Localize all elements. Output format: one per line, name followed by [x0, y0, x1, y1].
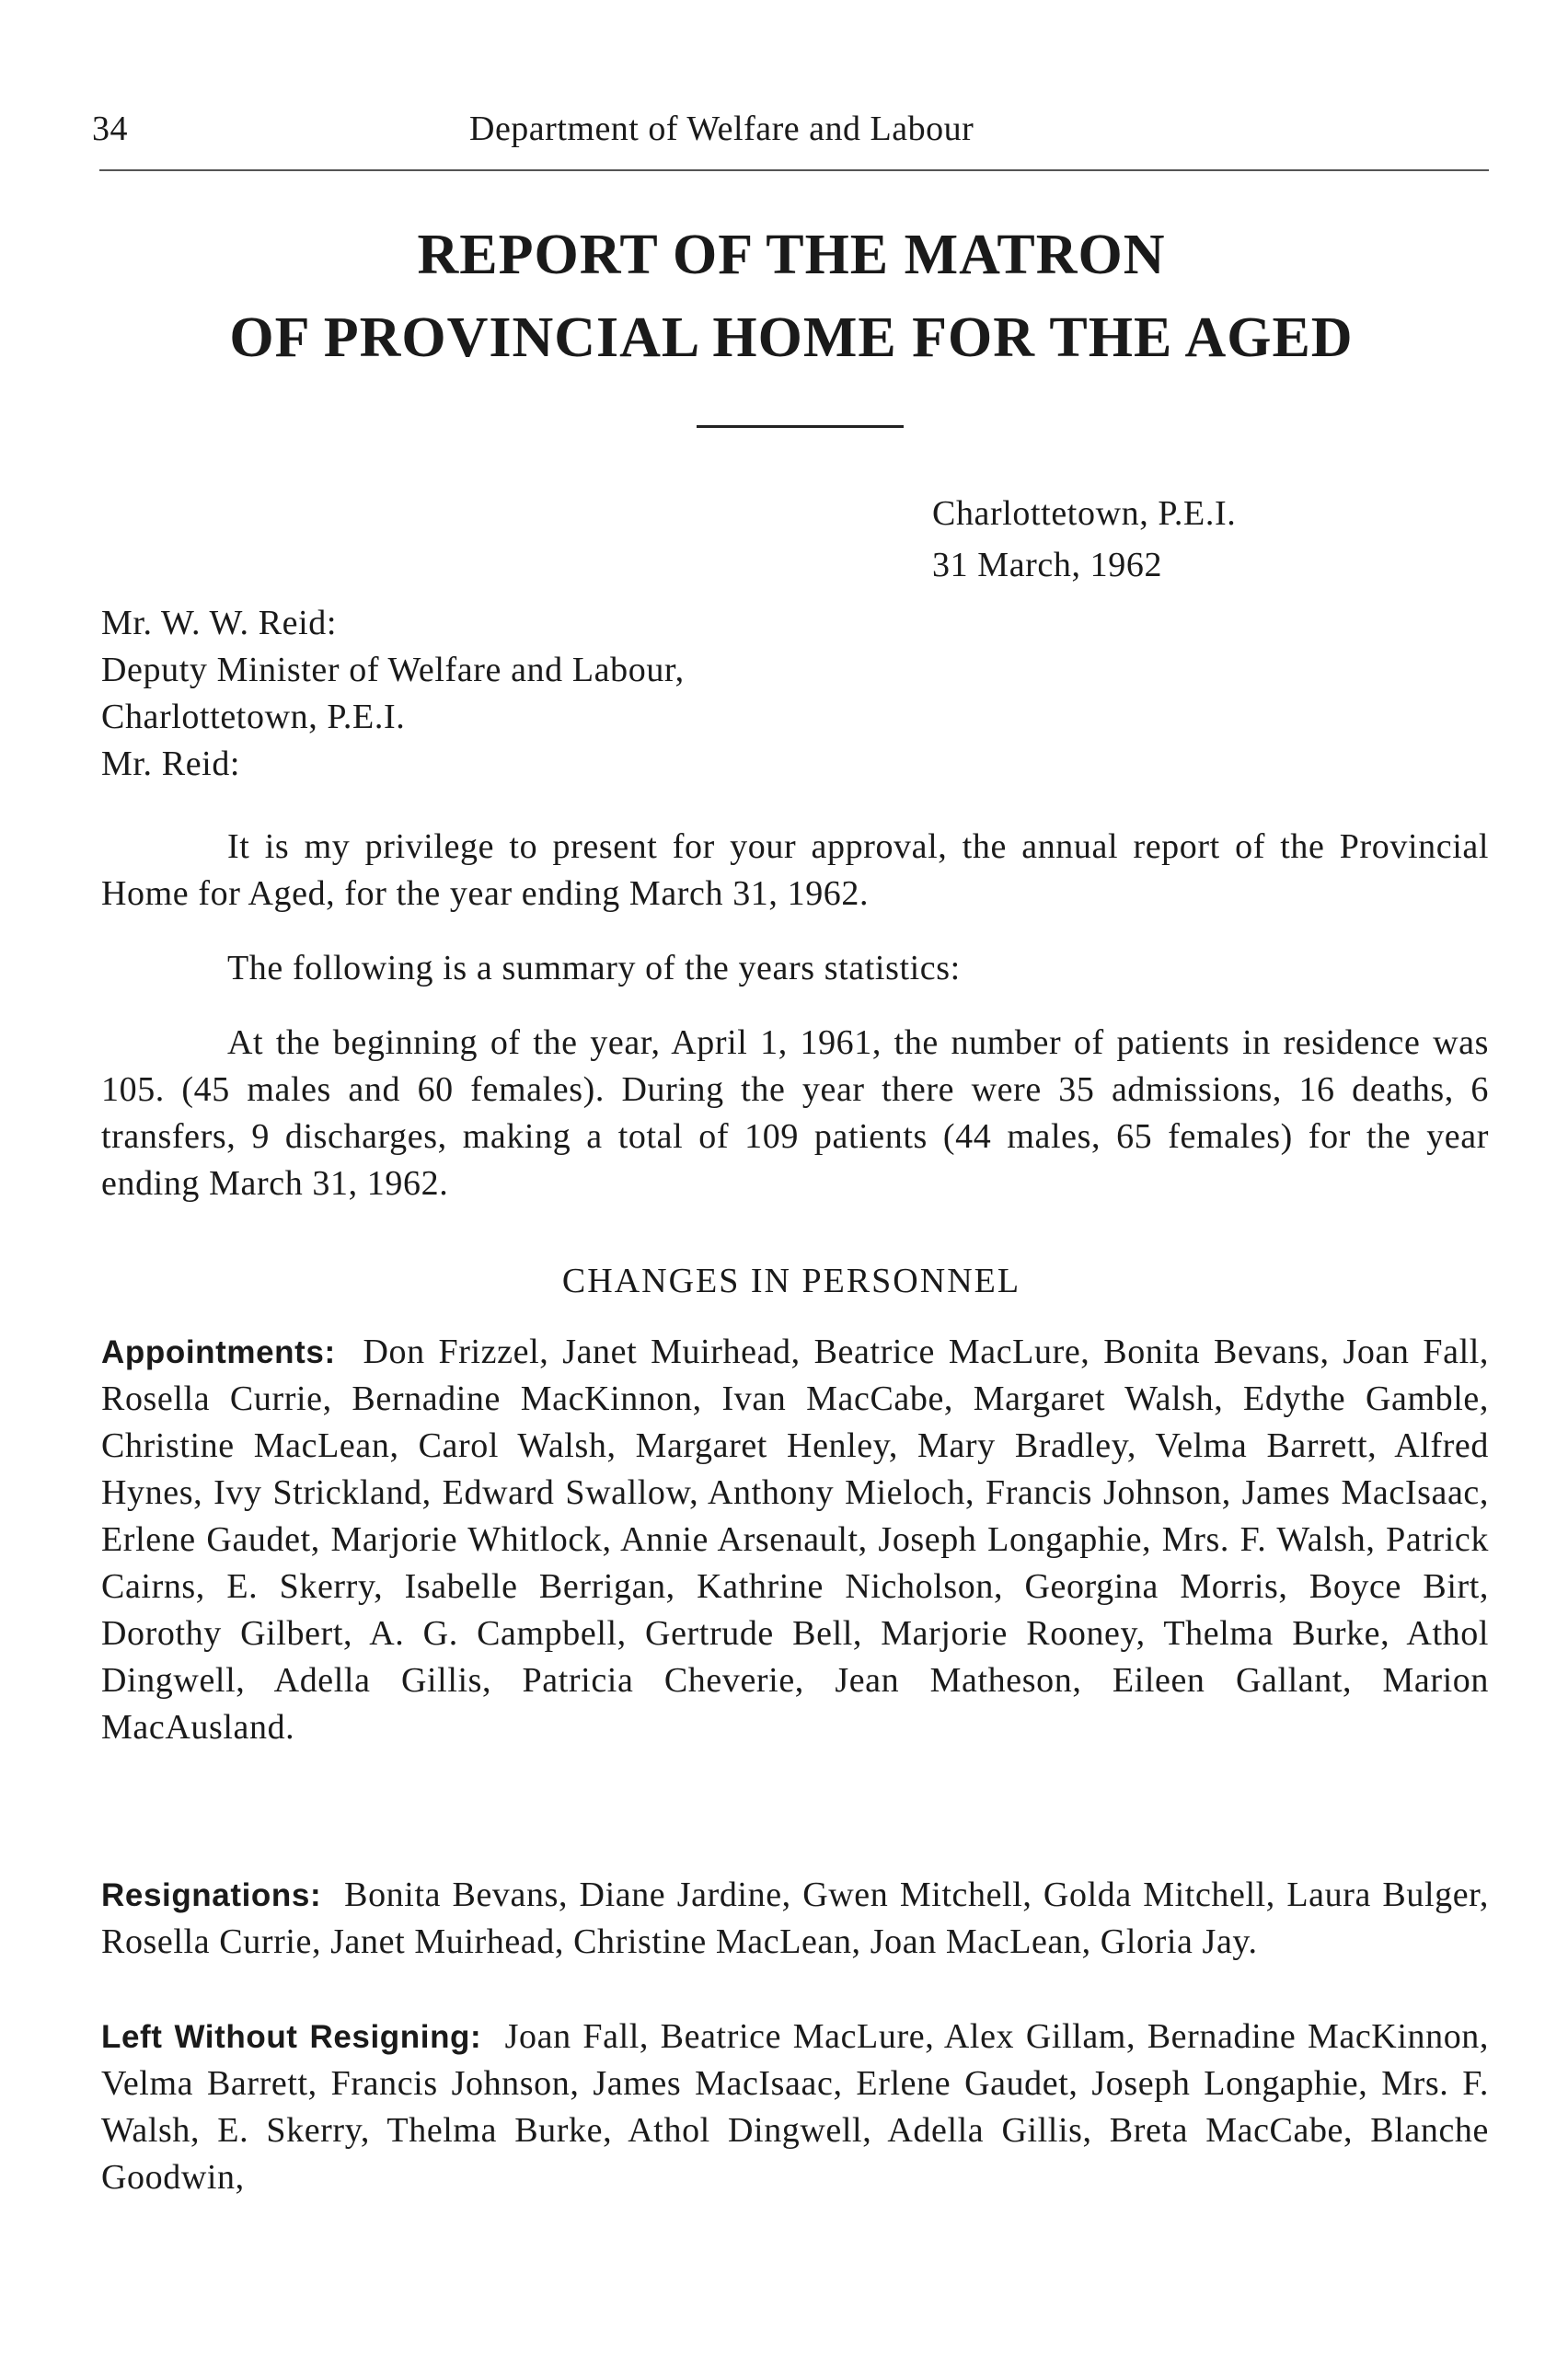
running-title: Department of Welfare and Labour	[469, 110, 974, 148]
resignations-paragraph	[101, 1872, 1489, 1966]
resignations-label: Resignations:	[101, 1877, 322, 1913]
intro-paragraph: It is my privilege to present for your approval, the annual report of the Provincial Home for Aged, for the year ending March 31, 1962.	[101, 827, 1489, 913]
report-title-line-1: REPORT OF THE MATRON	[417, 224, 1166, 286]
statistics-paragraph: At the beginning of the year, April 1, 1961, the number of patients in residence was 105. (45 males and 60 females). During the year there were 35 admissions, 16 deaths, 6 transfers, 9 discharges, making a total of 109 patients (44 males, 65 females) for the year ending March 31, 1962.	[101, 1023, 1489, 1203]
addressee-name: Mr. W. W. Reid:	[101, 604, 338, 642]
dateline	[932, 488, 1236, 591]
left-without-resigning-paragraph	[101, 2014, 1489, 2201]
appointments-names: Don Frizzel, Janet Muirhead, Beatrice MacLure, Bonita Bevans, Joan Fall, Rosella Currie, Bernadine MacKinnon, Ivan MacCabe, Margaret Walsh, Edythe Gamble, Christine MacLean, Carol Walsh, Margaret Henley, Mary Bradley, Velma Barrett, Alfred Hynes, Ivy Strickland, Edward Swallow, Anthony Mieloch, Francis Johnson, James MacIsaac, Erlene Gaudet, Marjorie Whitlock, Annie Arsenault, Joseph Longaphie, Mrs. F. Walsh, Patrick Cairns, E. Skerry, Isabelle Berrigan, Kathrine Nicholson, Georgina Morris, Boyce Birt, Dorothy Gilbert, A. G. Campbell, Gertrude Bell, Marjorie Rooney, Thelma Burke, Athol Dingwell, Adella Gillis, Patricia Cheverie, Jean Matheson, Eileen Gallant, Marion MacAusland.	[101, 1333, 1489, 1747]
header-divider	[99, 169, 1489, 171]
address-block	[101, 600, 685, 788]
addressee-location: Charlottetown, P.E.I.	[101, 698, 406, 736]
section-heading: CHANGES IN PERSONNEL	[561, 1262, 1021, 1300]
page-number: 34	[92, 110, 128, 148]
title-divider	[697, 425, 904, 428]
report-title	[92, 214, 1491, 379]
dateline-place: Charlottetown, P.E.I.	[932, 494, 1237, 533]
dateline-date: 31 March, 1962	[932, 546, 1163, 584]
salutation: Mr. Reid:	[101, 744, 241, 783]
resignations-names: Bonita Bevans, Diane Jardine, Gwen Mitchell, Golda Mitchell, Laura Bulger, Rosella Currie, Janet Muirhead, Christine MacLean, Joan MacLean, Gloria Jay.	[101, 1875, 1490, 1961]
addressee-position: Deputy Minister of Welfare and Labour,	[101, 651, 685, 689]
appointments-label: Appointments:	[101, 1334, 336, 1370]
report-title-line-2: OF PROVINCIAL HOME FOR THE AGED	[229, 306, 1354, 369]
running-head	[92, 109, 1491, 158]
appointments-paragraph	[101, 1329, 1489, 1751]
left-without-resigning-names: Joan Fall, Beatrice MacLure, Alex Gillam, Bernadine MacKinnon, Velma Barrett, Francis Johnson, James MacIsaac, Erlene Gaudet, Joseph Longaphie, Mrs. F. Walsh, E. Skerry, Thelma Burke, Athol Dingwell, Adella Gillis, Breta MacCabe, Blanche Goodwin,	[101, 2017, 1489, 2197]
summary-intro-paragraph: The following is a summary of the years statistics:	[227, 949, 961, 987]
left-without-resigning-label: Left Without Resigning:	[101, 2019, 482, 2055]
